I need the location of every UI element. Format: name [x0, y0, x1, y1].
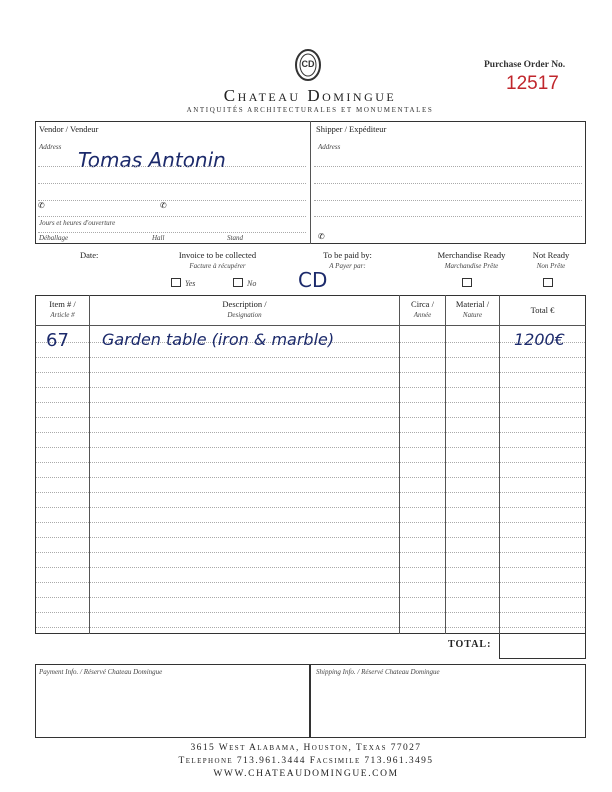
- logo-mark: [294, 48, 322, 82]
- address-line: 3615 West Alabama, Houston, Texas 77027: [190, 743, 422, 753]
- company-name: Chateau Domingue: [223, 86, 397, 105]
- phone-icon: ✆: [160, 201, 167, 210]
- row-total-value[interactable]: 1200€: [514, 330, 565, 349]
- invoice-no-checkbox[interactable]: [233, 278, 243, 287]
- invoice-no-label: No: [247, 279, 257, 288]
- website-line[interactable]: WWW.CHATEAUDOMINGUE.COM: [213, 769, 399, 779]
- vendor-name-value[interactable]: Tomas Antonin: [78, 148, 226, 172]
- table-row-line: [36, 477, 585, 478]
- po-number: 12517: [506, 73, 559, 94]
- col-circa-header: Circa /: [411, 299, 434, 309]
- table-row-line: [36, 387, 585, 388]
- stand-label: Stand: [227, 234, 243, 242]
- paid-by-value[interactable]: CD: [298, 268, 328, 292]
- table-row-line: [36, 567, 585, 568]
- paid-by-sub-label: A Payer par:: [329, 262, 366, 270]
- table-row-line: [36, 627, 585, 628]
- phone-icon: ✆: [38, 201, 45, 210]
- table-row-line: [36, 432, 585, 433]
- table-row-line: [36, 402, 585, 403]
- col-total-header: Total €: [530, 305, 555, 315]
- table-row-line: [36, 522, 585, 523]
- shipping-info-label: Shipping Info. / Réservé Chateau Domingue: [316, 668, 440, 676]
- deballage-label: Déballage: [39, 234, 69, 242]
- vendor-address-label: Address: [39, 143, 62, 151]
- table-row-line: [36, 612, 585, 613]
- table-row-line: [36, 447, 585, 448]
- table-row-line: [36, 597, 585, 598]
- hours-label: Jours et heures d'ouverture: [39, 219, 116, 227]
- shipper-address-label: Address: [318, 143, 341, 151]
- merch-ready-sub-label: Marchandise Prête: [444, 262, 499, 270]
- invoice-sub-label: Facture à récupérer: [189, 262, 246, 270]
- col-desc-sub: Designation: [227, 311, 262, 319]
- company-tagline: ANTIQUITÉS ARCHITECTURALES ET MONUMENTALES: [186, 106, 434, 114]
- col-material-sub: Nature: [462, 311, 483, 319]
- col-circa-sub: Année: [413, 311, 432, 319]
- table-row-line: [36, 582, 585, 583]
- vendor-label: Vendor / Vendeur: [39, 124, 99, 134]
- merch-ready-label: Merchandise Ready: [437, 250, 506, 260]
- shipper-label: Shipper / Expéditeur: [316, 124, 387, 134]
- paid-by-label: To be paid by:: [323, 250, 372, 260]
- total-label: TOTAL:: [448, 639, 492, 650]
- col-material-header: Material /: [455, 299, 490, 309]
- col-desc-header: Description /: [222, 299, 267, 309]
- col-item-sub: Article #: [50, 311, 75, 319]
- date-label: Date:: [80, 250, 99, 260]
- hall-label: Hall: [152, 234, 165, 242]
- po-label: Purchase Order No.: [484, 60, 566, 70]
- table-row-line: [36, 462, 585, 463]
- invoice-yes-label: Yes: [185, 279, 196, 288]
- table-row-line: [36, 507, 585, 508]
- table-row-line: [36, 417, 585, 418]
- table-row-line: [36, 492, 585, 493]
- phone-fax-line: Telephone 713.961.3444 Facsimile 713.961.3495: [178, 756, 434, 766]
- phone-icon: ✆: [318, 232, 325, 241]
- table-row-line: [36, 552, 585, 553]
- invoice-label: Invoice to be collected: [178, 250, 257, 260]
- payment-info-label: Payment Info. / Réservé Chateau Domingue: [39, 668, 163, 676]
- table-row-line: [36, 537, 585, 538]
- row-item-value[interactable]: 67: [46, 330, 69, 351]
- table-row-line: [36, 357, 585, 358]
- not-ready-checkbox[interactable]: [543, 278, 553, 287]
- merch-ready-checkbox[interactable]: [462, 278, 472, 287]
- invoice-yes-checkbox[interactable]: [171, 278, 181, 287]
- not-ready-label: Not Ready: [532, 250, 570, 260]
- not-ready-sub-label: Non Prête: [536, 262, 566, 270]
- table-row-line: [36, 372, 585, 373]
- total-row-box: [499, 633, 586, 659]
- col-item-header: Item # /: [49, 299, 76, 309]
- logo-letters: CD: [301, 59, 315, 69]
- row-description-value[interactable]: Garden table (iron & marble): [102, 330, 335, 349]
